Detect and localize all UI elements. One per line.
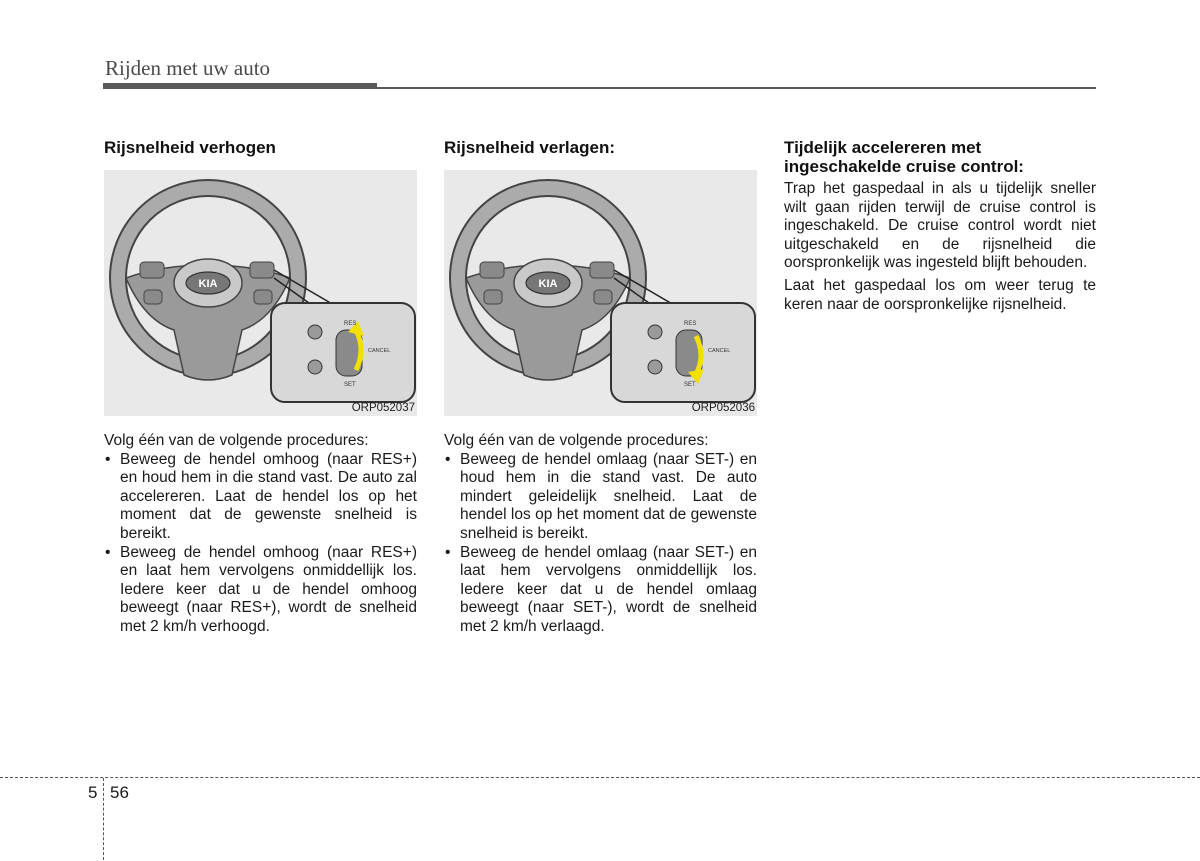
list-item: • Beweeg de hendel omhoog (naar RES+) en laat hem vervolgens onmiddellijk los. Iedere keer dat u de hendel omhoog beweegt (naar RES+), wordt de snelheid met 2 km/h verhoogd. bbox=[104, 544, 417, 637]
column-speed-up bbox=[104, 138, 417, 637]
set-label: SET bbox=[684, 382, 696, 388]
section-heading bbox=[784, 138, 1096, 176]
logo-text: KIA bbox=[198, 278, 218, 290]
paragraph: Trap het gaspedaal in als u tijdelijk sneller wilt gaan rijden terwijl de cruise control is ingeschakeld. De cruise control wordt niet uitgeschakeld en de rijsnelheid die oorspronkelijk was ingesteld blijft behouden. bbox=[784, 180, 1096, 272]
set-label: SET bbox=[344, 382, 356, 388]
column-speed-down bbox=[444, 138, 757, 637]
running-header: Rijden met uw auto bbox=[105, 56, 271, 80]
section-heading-line1: Tijdelijk accelereren met bbox=[784, 138, 982, 157]
cancel-label: CANCEL bbox=[368, 348, 391, 354]
procedure-intro: Volg één van de volgende procedures: bbox=[104, 432, 369, 449]
cruise-switch-inset bbox=[271, 303, 415, 402]
section-heading: Rijsnelheid verlagen: bbox=[444, 138, 615, 157]
figure-code: ORP052037 bbox=[351, 402, 415, 414]
page-number: 56 bbox=[110, 783, 129, 802]
cancel-label: CANCEL bbox=[708, 348, 731, 354]
procedure-intro: Volg één van de volgende procedures: bbox=[444, 432, 709, 449]
footer-vertical-divider bbox=[103, 778, 104, 860]
header-rule-thick bbox=[103, 83, 377, 89]
steering-wheel-figure bbox=[444, 170, 757, 416]
steering-wheel-figure bbox=[104, 170, 417, 416]
header-rule-thin bbox=[377, 87, 1096, 89]
list-item: • Beweeg de hendel omlaag (naar SET-) en houd hem in die stand vast. De auto mindert geleidelijk snelheid. Laat de hendel los op het moment dat de gewenste snelheid is bereikt. bbox=[444, 451, 757, 544]
section-heading-line2: ingeschakelde cruise control: bbox=[784, 157, 1024, 176]
footer-divider bbox=[0, 777, 1200, 778]
list-item: • Beweeg de hendel omhoog (naar RES+) en houd hem in die stand vast. De auto zal accelereren. Laat de hendel los op het moment dat de gewenste snelheid is bereikt. bbox=[104, 451, 417, 544]
figure-code: ORP052036 bbox=[691, 402, 755, 414]
steering-wheel-illustration bbox=[444, 170, 757, 416]
column-temporary-acceleration bbox=[784, 138, 1096, 314]
chapter-number: 5 bbox=[88, 783, 98, 802]
procedure-list bbox=[104, 451, 417, 637]
res-label: RES bbox=[684, 321, 697, 327]
logo-text: KIA bbox=[538, 278, 558, 290]
paragraph: Laat het gaspedaal los om weer terug te keren naar de oorspronkelijke rijsnelheid. bbox=[784, 276, 1096, 313]
steering-wheel-illustration bbox=[104, 170, 417, 416]
section-heading: Rijsnelheid verhogen bbox=[104, 138, 276, 157]
list-item: • Beweeg de hendel omlaag (naar SET-) en laat hem vervolgens onmiddellijk los. Iedere keer dat u de hendel omlaag beweegt (naar SET-), wordt de snelheid met 2 km/h verlaagd. bbox=[444, 544, 757, 637]
cruise-switch-inset bbox=[611, 303, 755, 402]
res-label: RES bbox=[344, 321, 357, 327]
procedure-list bbox=[444, 451, 757, 637]
